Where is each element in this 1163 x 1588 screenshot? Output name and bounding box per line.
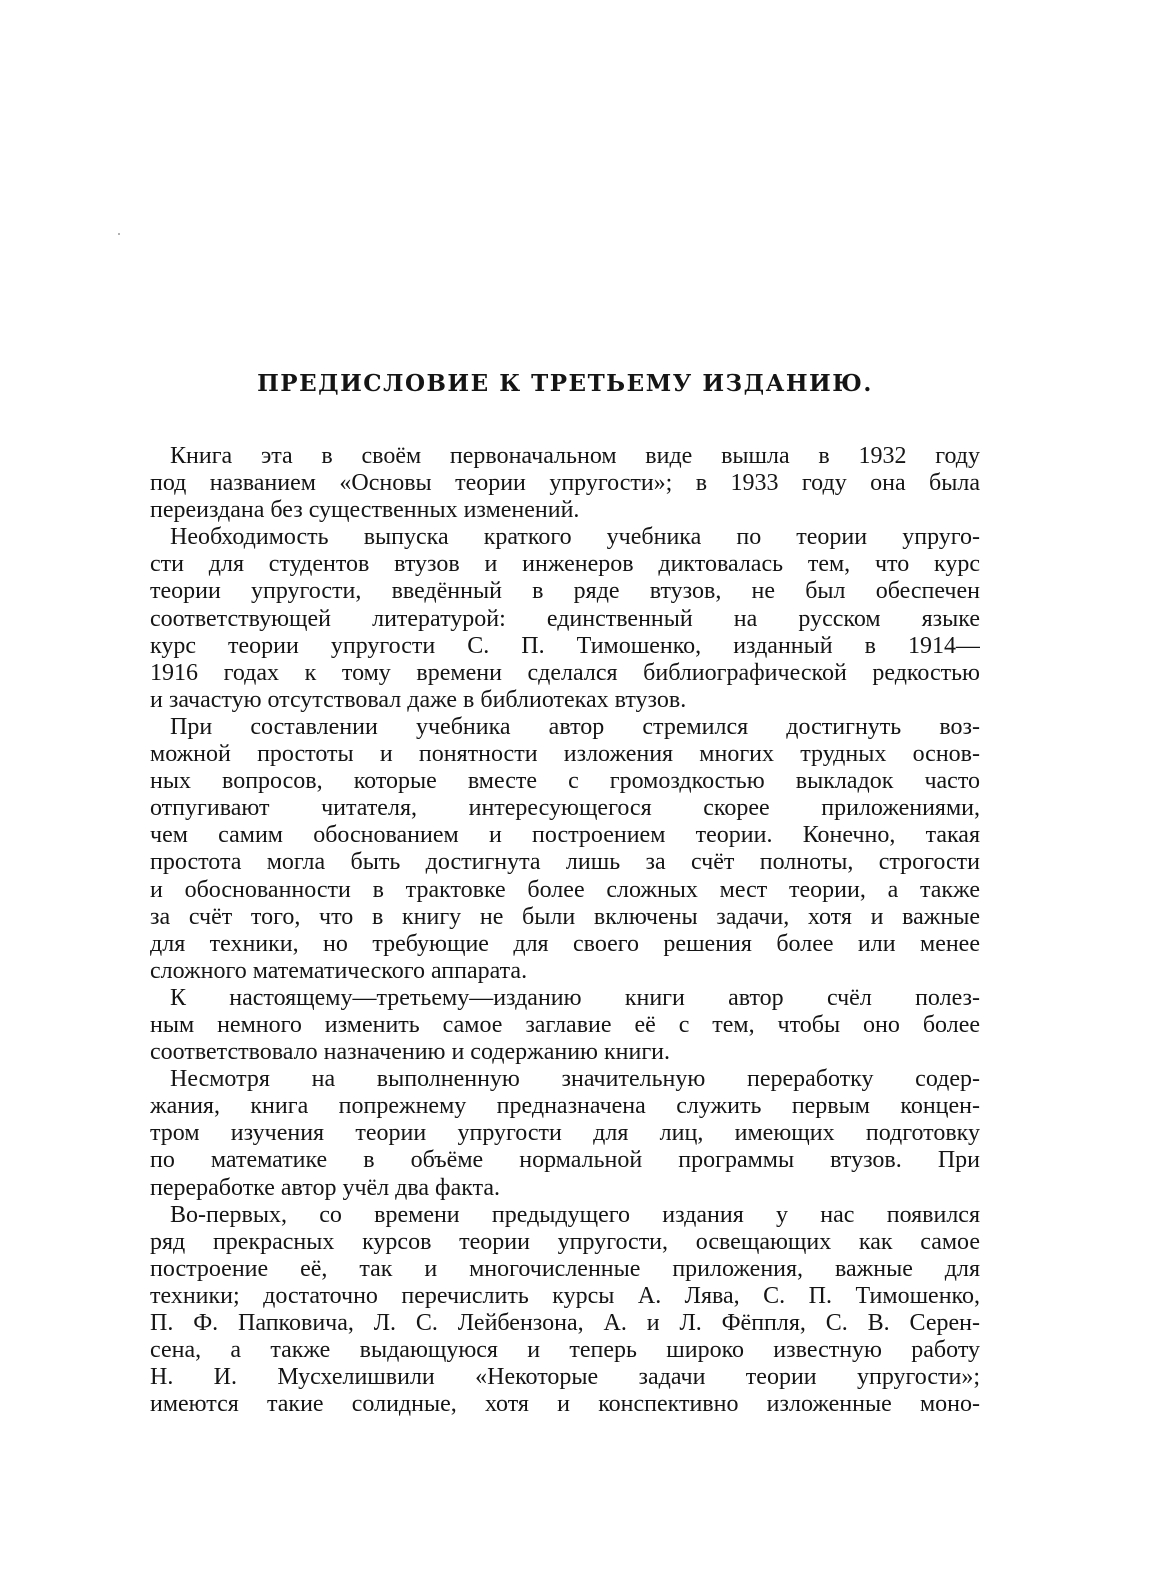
- text-line: теории упругости, введённый в ряде втузов, не был обеспечен: [150, 578, 980, 605]
- text-line: по математике в объёме нормальной программы втузов. При: [150, 1147, 980, 1174]
- text-line: построение её, так и многочисленные приложения, важные для: [150, 1255, 980, 1282]
- text-line: ных вопросов, которые вместе с громоздкостью выкладок часто: [150, 768, 980, 795]
- text-line: курс теории упругости С. П. Тимошенко, изданный в 1914—: [150, 632, 980, 659]
- text-line: сложного математического аппарата.: [150, 957, 528, 984]
- text-line: переиздана без существенных изменений.: [150, 497, 580, 524]
- text-line: 1916 годах к тому времени сделался библиографической редкостью: [150, 659, 980, 686]
- text-line: П. Ф. Папковича, Л. С. Лейбензона, А. и Л. Фёппля, С. В. Серен-: [150, 1310, 980, 1336]
- text-line: можной простоты и понятности изложения многих трудных основ-: [150, 741, 980, 768]
- text-line: ным немного изменить самое заглавие её с тем, чтобы оно более: [150, 1011, 980, 1038]
- text-line: соответствовало назначению и содержанию книги.: [150, 1039, 671, 1066]
- text-line: соответствующей литературой: единственный на русском языке: [150, 605, 980, 632]
- text-line: отпугивают читателя, интересующегося скорее приложениями,: [150, 795, 980, 822]
- scan-speck: [118, 233, 120, 235]
- text-line: и зачастую отсутствовал даже в библиотеках втузов.: [150, 686, 687, 713]
- text-line: К настоящему—третьему—изданию книги автор счёл полез-: [170, 984, 980, 1011]
- text-line: и обоснованности в трактовке более сложных мест теории, а также: [150, 876, 980, 903]
- text-line: Несмотря на выполненную значительную переработку содер-: [170, 1066, 980, 1093]
- text-line: ряд прекрасных курсов теории упругости, освещающих как самое: [150, 1228, 980, 1255]
- text-line: сти для студентов втузов и инженеров диктовалась тем, что курс: [150, 551, 980, 578]
- text-line: Книга эта в своём первоначальном виде вышла в 1932 году: [170, 443, 980, 469]
- text-line: тром изучения теории упругости для лиц, имеющих подготовку: [150, 1120, 980, 1147]
- text-line: переработке автор учёл два факта.: [150, 1174, 501, 1201]
- text-line: под названием «Основы теории упругости»; в 1933 году она была: [150, 470, 980, 497]
- text-line: Н. И. Мусхелишвили «Некоторые задачи теории упругости»;: [150, 1364, 980, 1391]
- text-line: Необходимость выпуска краткого учебника по теории упруго-: [170, 524, 980, 551]
- text-line: простота могла быть достигнута лишь за счёт полноты, строгости: [150, 849, 980, 876]
- text-line: имеются такие солидные, хотя и конспективно изложенные моно-: [150, 1391, 980, 1418]
- text-line: сена, а также выдающуюся и теперь широко известную работу: [150, 1337, 980, 1364]
- text-line: жания, книга попрежнему предназначена служить первым концен-: [150, 1093, 980, 1120]
- text-line: техники; достаточно перечислить курсы А. Лява, С. П. Тимошенко,: [150, 1282, 980, 1309]
- preface-body: [150, 443, 980, 1418]
- text-line: для техники, но требующие для своего решения более или менее: [150, 930, 980, 957]
- text-line: чем самим обоснованием и построением теории. Конечно, такая: [150, 822, 980, 849]
- preface-heading: ПРЕДИСЛОВИЕ К ТРЕТЬЕМУ ИЗДАНИЮ.: [257, 370, 873, 397]
- text-line: При составлении учебника автор стремился достигнуть воз-: [170, 713, 980, 740]
- text-line: Во-первых, со времени предыдущего издания у нас появился: [170, 1201, 980, 1228]
- text-line: за счёт того, что в книгу не были включены задачи, хотя и важные: [150, 903, 980, 930]
